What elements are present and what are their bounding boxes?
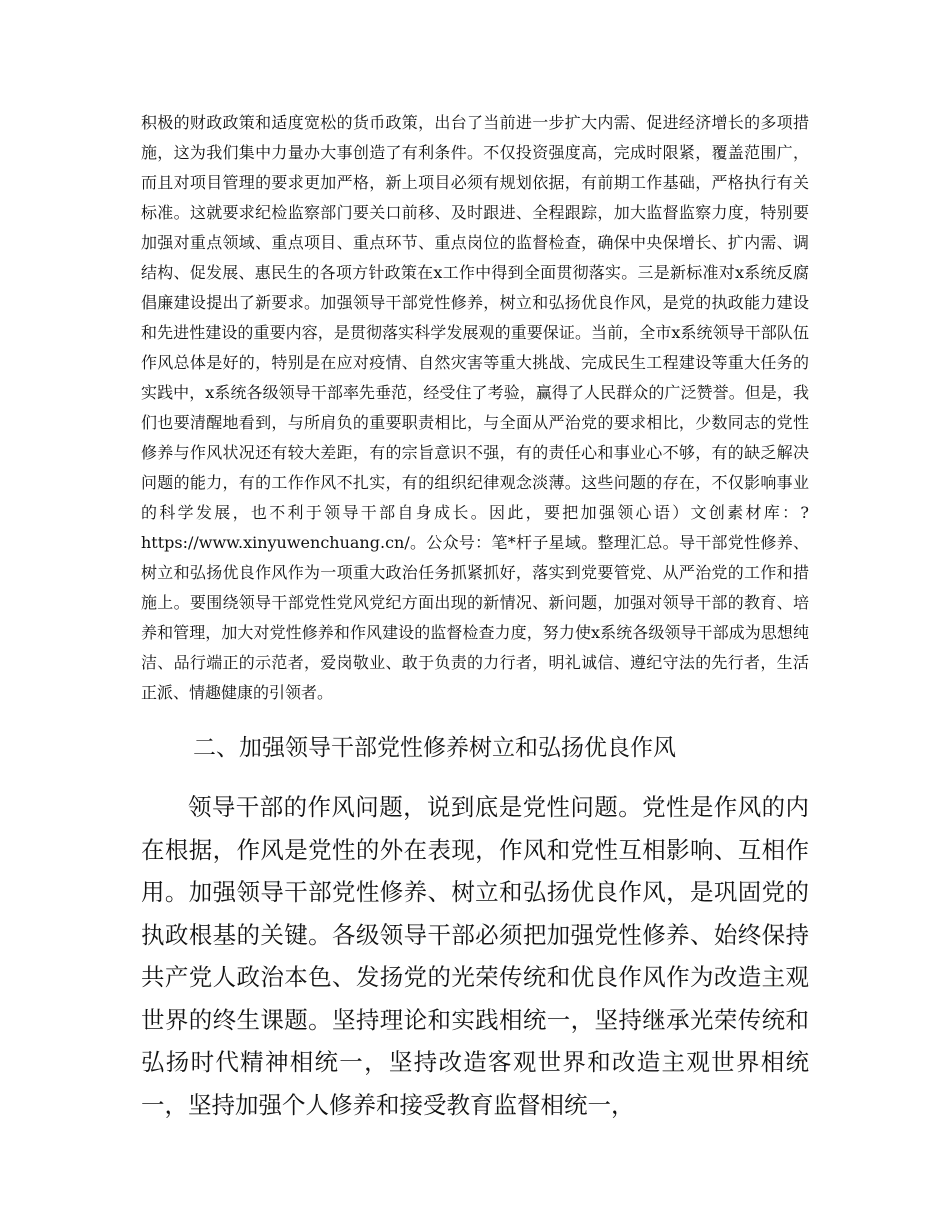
body-paragraph-1: 积极的财政政策和适度宽松的货币政策，出台了当前进一步扩大内需、促进经济增长的多项措施，这为我们集中力量办大事创造了有利条件。不仅投资强度高，完成时限紧，覆盖范围广，而且对项目管理的要求更加严格，新上项目必须有规划依据，有前期工作基础，严格执行有关标准。这就要求纪检监察部门要关口前移、及时跟进、全程跟踪，加大监督监察力度，特别要加强对重点领域、重点项目、重点环节、重点岗位的监督检查，确保中央保增长、扩内需、调结构、促发展、惠民生的各项方针政策在x工作中得到全面贯彻落实。三是新标准对x系统反腐倡廉建设提出了新要求。加强领导干部党性修养，树立和弘扬优良作风，是党的执政能力建设和先进性建设的重要内容，是贯彻落实科学发展观的重要保证。当前，全市x系统领导干部队伍作风总体是好的，特别是在应对疫情、自然灾害等重大挑战、完成民生工程建设等重大任务的实践中，x系统各级领导干部率先垂范，经受住了考验，赢得了人民群众的广泛赞誉。但是，我们也要清醒地看到，与所肩负的重要职责相比，与全面从严治党的要求相比，少数同志的党性修养与作风状况还有较大差距，有的宗旨意识不强，有的责任心和事业心不够，有的缺乏解决问题的能力，有的工作作风不扎实，有的组织纪律观念淡薄。这些问题的存在，不仅影响事业的科学发展，也不利于领导干部自身成长。因此，要把加强领心语）文创素材库：?https://www.xinyuwenchuang.cn/。公众号：笔*杆子星域。整理汇总。导干部党性修养、树立和弘扬优良作风作为一项重大政治任务抓紧抓好，落实到党要管党、从严治党的工作和措施上。要围绕领导干部党性党风党纪方面出现的新情况、新问题，加强对领导干部的教育、培养和管理，加大对党性修养和作风建设的监督检查力度，努力使x系统各级领导干部成为思想纯洁、品行端正的示范者，爱岗敬业、敢于负责的力行者，明礼诚信、遵纪守法的先行者，生活正派、情趣健康的引领者。 [141,113,809,702]
section-heading: 二、加强领导干部党性修养树立和弘扬优良作风 [193,735,676,761]
body-paragraph-2: 领导干部的作风问题，说到底是党性问题。党性是作风的内在根据，作风是党性的外在表现，作风和党性互相影响、互相作用。加强领导干部党性修养、树立和弘扬优良作风，是巩固党的执政根基的关键。各级领导干部必须把加强党性修养、始终保持共产党人政治本色、发扬党的光荣传统和优良作风作为改造主观世界的终生课题。坚持理论和实践相统一，坚持继承光荣传统和弘扬时代精神相统一，坚持改造客观世界和改造主观世界相统一，坚持加强个人修养和接受教育监督相统一， [141,793,809,1119]
